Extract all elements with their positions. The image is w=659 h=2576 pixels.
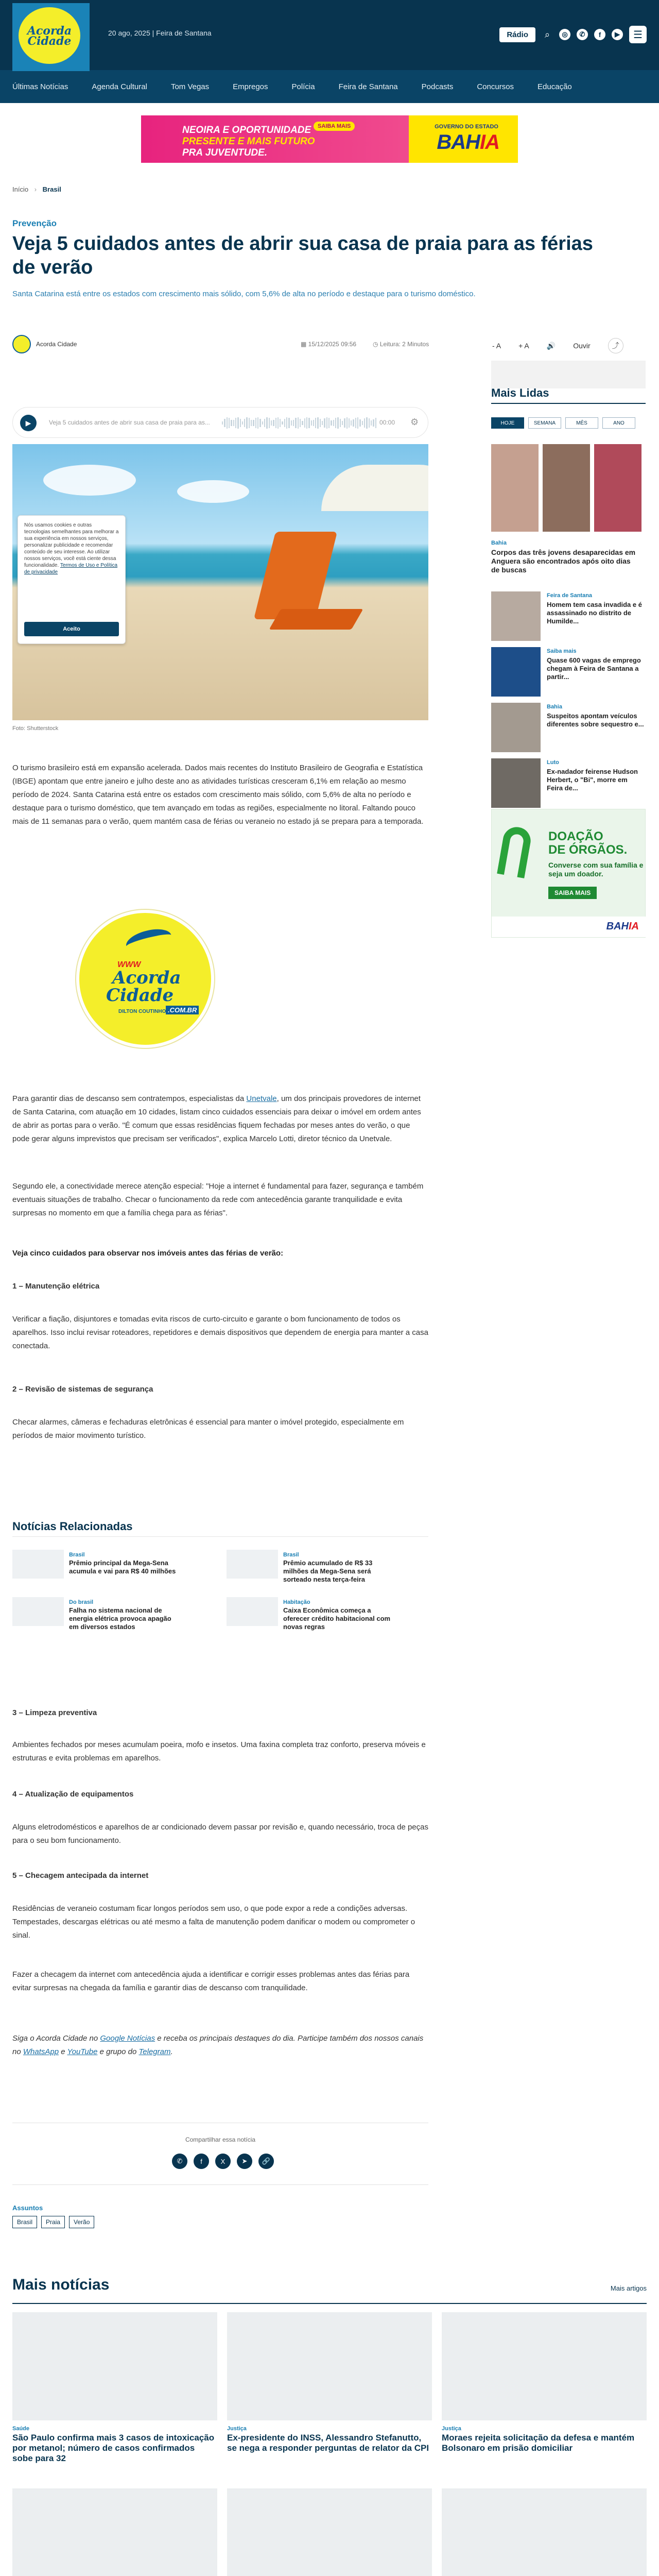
cloud-shape bbox=[43, 465, 136, 496]
cookie-accept-button[interactable]: Aceito bbox=[24, 622, 119, 636]
waveform-bar bbox=[222, 421, 223, 425]
waveform-bar bbox=[355, 418, 356, 429]
read-time bbox=[373, 341, 429, 348]
ad-gov-logo-part-2: IA bbox=[629, 921, 639, 932]
most-read-item[interactable] bbox=[491, 758, 646, 808]
section-heading: 4 – Atualização de equipamentos bbox=[12, 1790, 134, 1799]
most-read-category: Bahia bbox=[547, 704, 562, 710]
news-card-headline: Moraes rejeita solicitação da defesa e mantém Bolsonaro em prisão domiciliar bbox=[442, 2433, 635, 2453]
tag-label: Verão bbox=[69, 2216, 94, 2228]
waveform-bar bbox=[342, 421, 343, 425]
waveform-bar bbox=[315, 418, 316, 428]
waveform-bar bbox=[246, 417, 247, 429]
waveform-bar bbox=[328, 418, 330, 428]
font-decrease-button[interactable]: - A bbox=[492, 342, 501, 350]
waveform-bar bbox=[275, 418, 276, 428]
nav-item-tom-vegas[interactable]: Tom Vegas bbox=[170, 82, 210, 91]
news-card-image bbox=[12, 2488, 217, 2576]
article-paragraph: Checar alarmes, câmeras e fechaduras eletrônicas é essencial para manter o imóvel protegido, especialmente em períodos de maior movimento turístico. bbox=[12, 1418, 404, 1440]
waveform-bar bbox=[371, 420, 372, 426]
waveform-bar bbox=[231, 420, 232, 426]
most-read-headline: Homem tem casa invadida e é assassinado no distrito de Humilde... bbox=[547, 601, 642, 625]
related-category: Habitação bbox=[283, 1599, 310, 1605]
waveform-bar bbox=[280, 419, 281, 427]
waveform-bar bbox=[322, 421, 323, 425]
related-headline: Falha no sistema nacional de energia elétrica provoca apagão em diversos estados bbox=[69, 1606, 171, 1631]
instagram-icon[interactable]: ◎ bbox=[559, 29, 570, 40]
waveform-bar bbox=[278, 417, 279, 429]
waveform-bar bbox=[235, 418, 236, 428]
publish-time bbox=[301, 341, 356, 348]
waveform-bar bbox=[269, 418, 270, 428]
waveform-bar bbox=[331, 420, 332, 426]
article-paragraph: Verificar a fiação, disjuntores e tomadas evita riscos de curto-circuito e garante o bom funcionamento de todos os aparelhos. Isso inclui revisar roteadores, repetidores e demais dispositivos que dependem de energia para manter a casa conectada. bbox=[12, 1315, 428, 1350]
acorda-cidade-logo bbox=[76, 910, 214, 1048]
ad-title-line-2: DE ÓRGÃOS. bbox=[548, 843, 628, 857]
waveform-bar bbox=[373, 419, 374, 426]
waveform-bar bbox=[324, 418, 325, 427]
related-news-title: Notícias Relacionadas bbox=[12, 1520, 133, 1533]
most-read-thumbnail bbox=[491, 591, 541, 641]
menu-icon[interactable]: ☰ bbox=[629, 26, 647, 43]
related-thumbnail bbox=[227, 1597, 278, 1626]
cookie-banner bbox=[18, 515, 126, 644]
waveform-bar bbox=[369, 418, 370, 428]
search-icon[interactable]: ⌕ bbox=[544, 29, 550, 40]
calendar-icon: ▦ bbox=[301, 341, 308, 348]
news-card[interactable] bbox=[442, 2312, 647, 2453]
ad-title bbox=[548, 830, 627, 857]
waveform-bar bbox=[335, 418, 336, 429]
logo-www: WWW bbox=[117, 960, 141, 969]
header-actions bbox=[499, 26, 647, 43]
whatsapp-icon[interactable]: ✆ bbox=[172, 2154, 187, 2169]
waveform-bar bbox=[349, 418, 350, 428]
article-paragraph: Ambientes fechados por meses acumulam poeira, mofo e insetos. Uma faxina completa traz conforto, preserva móveis e estruturas e evita problemas em aparelhos. bbox=[12, 1740, 426, 1762]
listen-button[interactable] bbox=[547, 342, 556, 350]
tags-label: Assuntos bbox=[12, 2204, 43, 2212]
divider bbox=[12, 2184, 428, 2185]
nav-item-educacao[interactable]: Educação bbox=[537, 82, 572, 91]
most-read-headline: Quase 600 vagas de emprego chegam à Feira de Santana a partir... bbox=[547, 656, 641, 681]
tag-list bbox=[12, 2217, 94, 2227]
logo-line-2: Cidade bbox=[27, 35, 72, 48]
header-date: 20 ago, 2025 | Feira de Santana bbox=[108, 29, 212, 37]
paragraph-text: , um dos principais provedores de internet de Santa Catarina, com atuação em 10 cidades, listam cinco cuidados essenciais para deixar o imóvel em ordem antes de abrir as portas para o verão. "É comum que essas residências fiquem fechadas por meses antes do verão, o que pode gerar alguns imprevistos que precisam ser verificados", explica Marcelo Lotti, diretor técnico da Unetvale. bbox=[12, 1094, 421, 1143]
google-news-link[interactable]: Google Notícias bbox=[100, 2034, 155, 2043]
site-header bbox=[0, 0, 659, 70]
waveform-bar bbox=[284, 419, 285, 428]
section-heading: 3 – Limpeza preventiva bbox=[12, 1708, 97, 1717]
nav-item-concursos[interactable]: Concursos bbox=[477, 82, 514, 91]
photo-tile bbox=[491, 444, 539, 532]
news-card-image bbox=[227, 2488, 432, 2576]
article-paragraph: Fazer a checagem da internet com antecedência ajuda a identificar e corrigir esses problemas antes das férias para evitar surpresas na chegada da família e garantir dias de descanso com tranquilidade. bbox=[12, 1970, 410, 1992]
waveform-bar bbox=[240, 419, 241, 427]
author-name: Acorda Cidade bbox=[36, 341, 77, 348]
cookie-policy-link[interactable]: Termos de Uso e Política de privacidade bbox=[24, 563, 118, 575]
waveform-bar bbox=[291, 420, 292, 426]
organ-donation-ad[interactable] bbox=[491, 809, 646, 938]
read-time-text: Leitura: 2 Minutos bbox=[379, 341, 429, 348]
more-articles-link[interactable]: Mais artigos bbox=[610, 2284, 647, 2292]
waveform-bar bbox=[375, 418, 376, 429]
waveform-bar bbox=[344, 418, 345, 427]
link-icon[interactable]: 🔗 bbox=[258, 2154, 274, 2169]
waveform-bar bbox=[362, 421, 363, 425]
waveform-bar bbox=[257, 417, 258, 429]
news-card-image bbox=[12, 2312, 217, 2420]
article-paragraph bbox=[12, 1092, 428, 1146]
follow-paragraph bbox=[12, 2032, 428, 2059]
share-label: Compartilhar essa notícia bbox=[185, 2136, 256, 2143]
ad-gov-label: GOVERNO DO ESTADO bbox=[435, 124, 498, 130]
green-ribbon-icon bbox=[497, 825, 533, 878]
breadcrumb-home[interactable]: Início bbox=[12, 185, 29, 193]
ad-gov-logo bbox=[492, 917, 646, 937]
article-title: Veja 5 cuidados antes de abrir sua casa de praia para as férias de verão bbox=[12, 233, 593, 278]
twitter-icon[interactable]: X bbox=[215, 2154, 231, 2169]
image-caption: Foto: Shutterstock bbox=[12, 725, 59, 732]
paragraph-text: e receba os principais destaques do dia. Participe também dos nossos canais no bbox=[12, 2034, 424, 2056]
most-read-item[interactable] bbox=[491, 647, 646, 697]
sidebar-ad-slot bbox=[491, 361, 646, 388]
waveform-bar bbox=[227, 417, 228, 429]
tag-label: Brasil bbox=[12, 2216, 37, 2228]
audio-waveform[interactable] bbox=[222, 417, 376, 429]
waveform-bar bbox=[364, 418, 365, 428]
news-card[interactable] bbox=[442, 2488, 647, 2576]
waveform-bar bbox=[302, 421, 303, 425]
related-headline: Prêmio acumulado de R$ 33 milhões da Mega-Sena será sorteado nesta terça-feira bbox=[283, 1559, 373, 1583]
most-read-headline: Suspeitos apontam veículos diferentes sobre sequestro e... bbox=[547, 712, 644, 728]
waveform-bar bbox=[300, 419, 301, 427]
logo-subtitle: DILTON COUTINHO bbox=[118, 1009, 166, 1014]
paragraph-text: e bbox=[59, 2047, 67, 2056]
waveform-bar bbox=[304, 418, 305, 427]
whatsapp-icon[interactable]: ✆ bbox=[577, 29, 588, 40]
clock-icon: ◷ bbox=[373, 341, 380, 348]
waveform-bar bbox=[288, 418, 289, 428]
related-headline: Prêmio principal da Mega-Sena acumula e vai para R$ 40 milhões bbox=[69, 1559, 176, 1575]
paragraph-text: Para garantir dias de descanso sem contratempos, especialistas da bbox=[12, 1094, 247, 1103]
waveform-bar bbox=[353, 419, 354, 426]
section-heading: 2 – Revisão de sistemas de segurança bbox=[12, 1385, 153, 1394]
waveform-bar bbox=[351, 420, 352, 426]
waveform-bar bbox=[242, 421, 243, 425]
article-subtitle: Santa Catarina está entre os estados com crescimento mais sólido, com 5,6% de alta no período e destaque para o turismo doméstico. bbox=[12, 290, 476, 298]
audio-time: 00:00 bbox=[379, 419, 395, 426]
waveform-bar bbox=[346, 417, 348, 429]
waveform-bar bbox=[249, 418, 250, 428]
waveform-bar bbox=[244, 419, 245, 428]
paragraph-text: e grupo do bbox=[97, 2047, 139, 2056]
news-card-image bbox=[442, 2312, 647, 2420]
waveform-bar bbox=[224, 419, 225, 427]
tab-mes[interactable]: MÊS bbox=[565, 417, 598, 429]
breadcrumb-current[interactable]: Brasil bbox=[42, 185, 61, 193]
ad-line-3: PRA JUVENTUDE. bbox=[182, 147, 268, 158]
share-icon[interactable]: ⤴ bbox=[608, 338, 623, 353]
ad-text: Converse com sua família e seja um doador. bbox=[548, 861, 644, 878]
most-read-divider bbox=[491, 403, 646, 404]
nav-item-agenda[interactable]: Agenda Cultural bbox=[92, 82, 147, 91]
waveform-bar bbox=[255, 418, 256, 428]
section-heading: 1 – Manutenção elétrica bbox=[12, 1282, 100, 1291]
article-paragraph: O turismo brasileiro está em expansão acelerada. Dados mais recentes do Instituto Brasileiro de Geografia e Estatística (IBGE) apontam que entre janeiro e julho deste ano as atividades turísticas cresceram 6,1% em relação ao mesmo período de 2024. Santa Catarina está entre os estados com crescimento mais sólido, com 5,6% de alta no período e destaque para o turismo doméstico, que tem avançado em todas as regiões, especialmente no litoral. Faltando pouco mais de 11 semanas para o verão, quem mantém casa de férias ou veraneio no estado já se prepara para a temporada. bbox=[12, 764, 424, 826]
waveform-bar bbox=[266, 417, 267, 429]
youtube-link[interactable]: YouTube bbox=[67, 2047, 98, 2056]
nav-item-ultimas[interactable]: Últimas Notícias bbox=[12, 82, 68, 91]
waveform-bar bbox=[366, 417, 367, 429]
logo-line-1: Acorda bbox=[27, 24, 72, 38]
related-category: Brasil bbox=[69, 1552, 85, 1558]
related-divider bbox=[12, 1536, 428, 1537]
news-card-headline: Ex-presidente do INSS, Alessandro Stefanutto, se nega a responder perguntas de relator da CPI bbox=[227, 2433, 429, 2453]
related-thumbnail bbox=[12, 1550, 64, 1579]
news-card[interactable] bbox=[12, 2312, 217, 2464]
more-news-title: Mais notícias bbox=[12, 2276, 110, 2293]
waveform-bar bbox=[311, 420, 312, 426]
nav-item-policia[interactable]: Polícia bbox=[291, 82, 315, 91]
most-read-thumbnail bbox=[491, 647, 541, 697]
waveform-bar bbox=[286, 417, 287, 429]
article-paragraph: Segundo ele, a conectividade merece atenção especial: "Hoje a internet é fundamental para fazer, segurança e também eventuais situações de trabalho. Checar o funcionamento da rede com antecedência garante tranquilidade e evita surpresas no momento em que a família chega para as férias". bbox=[12, 1182, 424, 1217]
article-controls bbox=[492, 338, 623, 353]
related-headline: Caixa Econômica começa a oferecer crédito habitacional com novas regras bbox=[283, 1606, 391, 1631]
waveform-bar bbox=[259, 419, 261, 427]
top-ad-banner[interactable] bbox=[141, 115, 518, 163]
telegram-link[interactable]: Telegram bbox=[138, 2047, 171, 2056]
ad-gov-logo-part-1: BAH bbox=[606, 921, 629, 932]
font-increase-button[interactable]: + A bbox=[518, 342, 529, 350]
logo-name-1: Acorda bbox=[112, 968, 181, 988]
tag-item[interactable] bbox=[12, 2217, 37, 2227]
paragraph-text: Siga o Acorda Cidade no bbox=[12, 2034, 100, 2043]
paragraph-text: . bbox=[170, 2047, 173, 2056]
waveform-bar bbox=[298, 417, 299, 429]
telegram-icon[interactable]: ➤ bbox=[237, 2154, 252, 2169]
most-read-item[interactable] bbox=[491, 591, 646, 641]
most-read-headline: Ex-nadador feirense Hudson Herbert, o "Bi", morre em Feira de... bbox=[547, 768, 638, 792]
logo-text bbox=[22, 26, 77, 46]
most-read-category: Saiba mais bbox=[547, 648, 577, 654]
beach-chair-shape bbox=[254, 521, 357, 655]
site-logo[interactable] bbox=[12, 3, 90, 71]
ad-gov-logo-part-1: BAH bbox=[437, 131, 480, 154]
waveform-bar bbox=[271, 420, 272, 426]
logo-name-2: Cidade bbox=[106, 985, 174, 1006]
publish-time-text: 15/12/2025 09:56 bbox=[308, 341, 357, 348]
unetvale-link[interactable]: Unetvale bbox=[246, 1094, 277, 1103]
waveform-bar bbox=[337, 417, 338, 428]
ad-gov-logo bbox=[437, 131, 499, 154]
audio-title: Veja 5 cuidados antes de abrir sua casa de praia para as... bbox=[49, 419, 210, 426]
most-read-thumbnail bbox=[491, 758, 541, 808]
most-read-title: Mais Lidas bbox=[491, 386, 549, 399]
related-thumbnail bbox=[12, 1597, 64, 1626]
ad-line-1: NEOIRA E OPORTUNIDADE bbox=[182, 125, 311, 135]
waveform-bar bbox=[340, 419, 341, 427]
article-paragraph: Alguns eletrodomésticos e aparelhos de ar condicionado devem passar por revisão e, quando necessário, troca de peças para o seu bom funcionamento. bbox=[12, 1823, 428, 1845]
ad-cta: SAIBA MAIS bbox=[314, 122, 355, 131]
related-category: Brasil bbox=[283, 1552, 299, 1558]
news-card-category: Justiça bbox=[442, 2426, 461, 2432]
waveform-bar bbox=[251, 420, 252, 426]
nav-item-podcasts[interactable]: Podcasts bbox=[421, 82, 454, 91]
photo-tile bbox=[543, 444, 590, 532]
waveform-bar bbox=[253, 420, 254, 426]
news-card[interactable] bbox=[227, 2312, 432, 2453]
breadcrumb bbox=[12, 185, 61, 193]
photo-tile bbox=[594, 444, 641, 532]
more-news-divider bbox=[12, 2303, 647, 2304]
waveform-bar bbox=[233, 420, 234, 426]
waveform-bar bbox=[306, 417, 307, 429]
ad-headline bbox=[182, 125, 315, 159]
cloud-shape bbox=[177, 480, 249, 503]
listen-label[interactable]: Ouvir bbox=[573, 342, 591, 350]
ad-title-line-1: DOAÇÃO bbox=[548, 829, 603, 843]
waveform-bar bbox=[313, 420, 314, 427]
article-meta bbox=[12, 335, 647, 355]
news-card-image bbox=[442, 2488, 647, 2576]
radio-button[interactable]: Rádio bbox=[499, 27, 535, 42]
waveform-bar bbox=[273, 420, 274, 426]
nav-item-empregos[interactable]: Empregos bbox=[233, 82, 268, 91]
article-kicker: Prevenção bbox=[12, 218, 57, 228]
gear-icon[interactable]: ⚙ bbox=[410, 417, 419, 427]
waveform-bar bbox=[320, 419, 321, 427]
most-read-thumbnail bbox=[491, 703, 541, 752]
ad-gov-logo-part-2: IA bbox=[480, 131, 499, 154]
whatsapp-link[interactable]: WhatsApp bbox=[23, 2047, 59, 2056]
waveform-bar bbox=[282, 421, 283, 425]
waveform-bar bbox=[317, 417, 318, 428]
ad-cta-button: SAIBA MAIS bbox=[548, 887, 597, 899]
main-nav bbox=[0, 70, 659, 103]
related-category: Do brasil bbox=[69, 1599, 94, 1605]
waveform-bar bbox=[326, 417, 327, 429]
news-card-category: Justiça bbox=[227, 2426, 247, 2432]
waveform-bar bbox=[237, 417, 238, 429]
news-card-category: Saúde bbox=[12, 2426, 30, 2432]
tab-ano[interactable]: ANO bbox=[602, 417, 635, 429]
most-read-category: Feira de Santana bbox=[547, 592, 593, 599]
chair-back bbox=[254, 532, 337, 619]
most-read-main-headline[interactable]: Corpos das três jovens desaparecidas em Anguera são encontrados após oito dias de buscas bbox=[491, 548, 636, 574]
news-card[interactable] bbox=[227, 2488, 432, 2576]
breadcrumb-separator: › bbox=[34, 185, 37, 193]
chair-seat bbox=[269, 609, 363, 630]
nav-item-feira[interactable]: Feira de Santana bbox=[338, 82, 398, 91]
logo-domain: .COM.BR bbox=[166, 1006, 199, 1014]
paragraph-bold: Veja cinco cuidados para observar nos imóveis antes das férias de verão: bbox=[12, 1249, 284, 1258]
youtube-icon[interactable]: ▶ bbox=[612, 29, 623, 40]
umbrella-shape bbox=[321, 465, 428, 511]
news-card-headline: São Paulo confirma mais 3 casos de intoxicação por metanol; número de casos confirmados sobe para 32 bbox=[12, 2433, 215, 2463]
news-card-image bbox=[227, 2312, 432, 2420]
waveform-bar bbox=[333, 420, 334, 427]
most-read-category: Luto bbox=[547, 759, 559, 766]
tag-label: Praia bbox=[41, 2216, 65, 2228]
most-read-item[interactable] bbox=[491, 703, 646, 752]
most-read-main-image[interactable] bbox=[491, 444, 641, 532]
tab-semana[interactable]: SEMANA bbox=[528, 417, 561, 429]
waveform-bar bbox=[295, 418, 296, 428]
most-read-main-category: Bahia bbox=[491, 540, 507, 546]
waveform-bar bbox=[229, 418, 230, 428]
cookie-text: Nós usamos cookies e outras tecnologias semelhantes para melhorar a sua experiência em nossos serviços, personalizar publicidade e recomendar conteúdo de seu interesse. Ao utilizar nossos serviços, você está ciente dessa funcionalidade. bbox=[24, 522, 119, 568]
audio-player bbox=[12, 407, 428, 438]
news-card[interactable] bbox=[12, 2488, 217, 2576]
share-buttons bbox=[172, 2154, 274, 2169]
tab-hoje[interactable]: HOJE bbox=[491, 417, 524, 429]
speaker-icon: 🔊 bbox=[546, 341, 556, 350]
related-thumbnail bbox=[227, 1550, 278, 1579]
most-read-tabs bbox=[491, 417, 635, 429]
waveform-bar bbox=[359, 419, 360, 427]
waveform-bar bbox=[308, 418, 309, 428]
facebook-icon[interactable]: f bbox=[594, 29, 605, 40]
tag-item[interactable] bbox=[69, 2217, 94, 2227]
article-paragraph bbox=[12, 1247, 428, 1260]
author-avatar bbox=[12, 335, 31, 353]
play-icon[interactable]: ▶ bbox=[20, 415, 37, 431]
facebook-icon[interactable]: f bbox=[194, 2154, 209, 2169]
waveform-bar bbox=[264, 419, 265, 428]
waveform-bar bbox=[357, 417, 358, 428]
ad-line-2: PRESENTE E MAIS FUTURO bbox=[182, 136, 315, 147]
article-paragraph: Residências de veraneio costumam ficar longos períodos sem uso, o que pode expor a rede a condições adversas. Tempestades, descargas elétricas ou até mesmo a falta de manutenção podem danificar o modem ou comprometer o sinal. bbox=[12, 1904, 415, 1940]
tag-item[interactable] bbox=[41, 2217, 65, 2227]
section-heading: 5 – Checagem antecipada da internet bbox=[12, 1871, 149, 1880]
waveform-bar bbox=[293, 420, 294, 426]
waveform-bar bbox=[262, 421, 263, 425]
